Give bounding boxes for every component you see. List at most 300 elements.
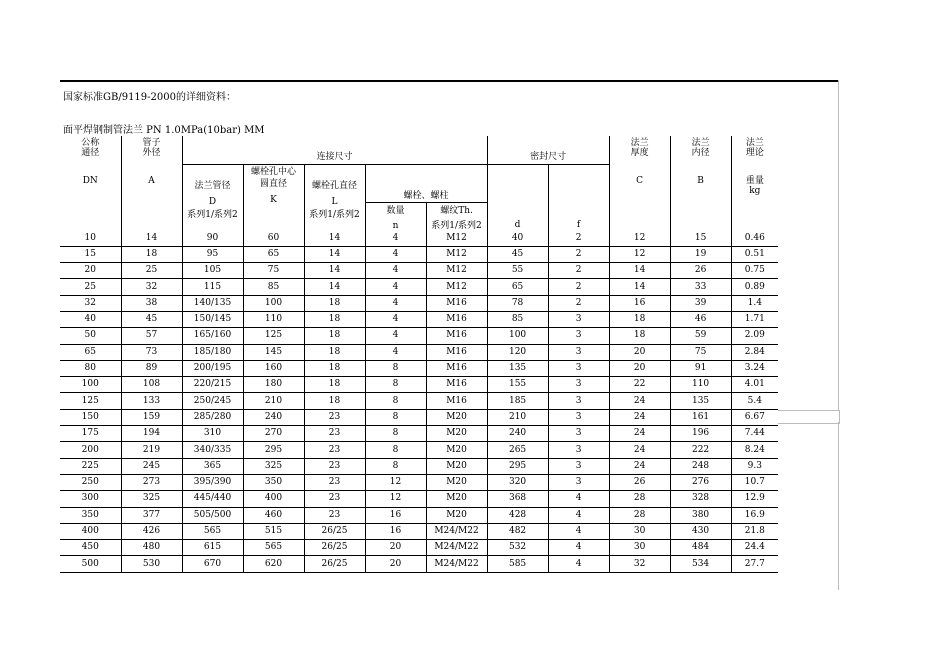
header-qty-l1: 数量 — [386, 205, 405, 216]
table-cell: 3 — [548, 311, 609, 327]
table-cell: 133 — [121, 393, 182, 409]
table-cell: 4.01 — [731, 377, 778, 393]
header-flange-d-l1: 法兰管径 — [194, 180, 231, 191]
table-cell: 38 — [121, 295, 182, 311]
header-flange-d — [182, 164, 243, 231]
table-cell: 2 — [548, 279, 609, 295]
table-cell: 22 — [609, 377, 670, 393]
table-cell: 300 — [60, 491, 121, 507]
table-cell: 4 — [365, 344, 426, 360]
table-cell: 14 — [121, 231, 182, 247]
table-cell: 28 — [609, 491, 670, 507]
table-cell: 14 — [609, 263, 670, 279]
table-cell: 21.8 — [731, 523, 778, 539]
table-cell: 565 — [243, 540, 304, 556]
table-cell: 85 — [487, 311, 548, 327]
table-cell: 150 — [60, 409, 121, 425]
table-cell: 325 — [121, 491, 182, 507]
header-thread-l2: 系列1/系列2 — [431, 220, 482, 231]
table-cell: 265 — [487, 442, 548, 458]
table-cell: 240 — [487, 426, 548, 442]
header-weight-l2: 理论 — [745, 148, 764, 158]
table-cell: 5.4 — [731, 393, 778, 409]
table-cell: 248 — [670, 458, 731, 474]
table-cell: 3 — [548, 360, 609, 376]
table-cell: 75 — [243, 263, 304, 279]
table-cell: 161 — [670, 409, 731, 425]
table-row — [60, 458, 778, 474]
table-cell: M20 — [426, 507, 487, 523]
table-cell: M16 — [426, 377, 487, 393]
table-cell: 196 — [670, 426, 731, 442]
table-cell: 615 — [182, 540, 243, 556]
table-cell: 350 — [60, 507, 121, 523]
table-cell: 225 — [60, 458, 121, 474]
table-row — [60, 540, 778, 556]
table-cell: 3 — [548, 393, 609, 409]
table-cell: 4 — [548, 523, 609, 539]
table-cell: 73 — [121, 344, 182, 360]
header-qty-l2: n — [392, 220, 399, 231]
table-row — [60, 523, 778, 539]
header-weight-l4: kg — [749, 186, 761, 196]
table-cell: 91 — [670, 360, 731, 376]
table-cell: 115 — [182, 279, 243, 295]
table-cell: M20 — [426, 491, 487, 507]
table-cell: 8.24 — [731, 442, 778, 458]
table-cell: 482 — [487, 523, 548, 539]
table-cell: M20 — [426, 458, 487, 474]
table-cell: M20 — [426, 474, 487, 490]
header-flange-d-l2: D — [208, 196, 217, 207]
table-cell: 426 — [121, 523, 182, 539]
table-row — [60, 360, 778, 376]
table-row — [60, 311, 778, 327]
table-cell: M12 — [426, 279, 487, 295]
table-cell: 3 — [548, 409, 609, 425]
table-cell: 18 — [304, 328, 365, 344]
table-cell: 100 — [487, 328, 548, 344]
table-cell: 23 — [304, 442, 365, 458]
table-cell: 33 — [670, 279, 731, 295]
table-cell: 23 — [304, 458, 365, 474]
table-cell: 185/180 — [182, 344, 243, 360]
table-cell: 19 — [670, 246, 731, 262]
table-cell: 1.71 — [731, 311, 778, 327]
header-inner-l1: 法兰 — [691, 138, 710, 148]
table-cell: 295 — [243, 442, 304, 458]
header-pipe-l3: A — [148, 176, 155, 186]
table-cell: 25 — [121, 263, 182, 279]
header-seal-d: d — [514, 219, 521, 230]
table-cell: 670 — [182, 556, 243, 572]
table-cell: 328 — [670, 491, 731, 507]
table-cell: 32 — [121, 279, 182, 295]
header-qty — [365, 202, 426, 231]
table-cell: M24/M22 — [426, 556, 487, 572]
table-cell: 125 — [60, 393, 121, 409]
table-cell: 395/390 — [182, 474, 243, 490]
table-cell: 3 — [548, 377, 609, 393]
table-cell: 4 — [365, 263, 426, 279]
table-cell: 445/440 — [182, 491, 243, 507]
table-cell: 18 — [609, 311, 670, 327]
table-cell: 320 — [487, 474, 548, 490]
table-cell: 4 — [365, 295, 426, 311]
table-cell: 24 — [609, 442, 670, 458]
subheading: 面平焊钢制管法兰 PN 1.0MPa(10bar) MM — [63, 125, 265, 136]
table-cell: 185 — [487, 393, 548, 409]
table-cell: 39 — [670, 295, 731, 311]
table-cell: 60 — [243, 231, 304, 247]
table-cell: 450 — [60, 540, 121, 556]
header-thick — [609, 136, 670, 231]
table-cell: M24/M22 — [426, 523, 487, 539]
table-row — [60, 442, 778, 458]
table-cell: 20 — [365, 540, 426, 556]
table-cell: 310 — [182, 426, 243, 442]
table-cell: 428 — [487, 507, 548, 523]
header-bolt-k-l1: 螺栓孔中心 — [250, 166, 296, 177]
table-cell: 40 — [487, 231, 548, 247]
table-cell: 194 — [121, 426, 182, 442]
table-cell: 12 — [609, 246, 670, 262]
table-cell: 0.89 — [731, 279, 778, 295]
table-cell: M24/M22 — [426, 540, 487, 556]
spreadsheet-sheet — [60, 80, 839, 590]
table-cell: 18 — [304, 311, 365, 327]
table-cell: 240 — [243, 409, 304, 425]
table-row — [60, 474, 778, 490]
table-cell: 89 — [121, 360, 182, 376]
table-cell: 0.51 — [731, 246, 778, 262]
table-cell: 145 — [243, 344, 304, 360]
table-cell: 400 — [243, 491, 304, 507]
table-cell: 55 — [487, 263, 548, 279]
table-cell: 219 — [121, 442, 182, 458]
table-body — [60, 231, 778, 573]
table-cell: 4 — [548, 556, 609, 572]
table-cell: 14 — [304, 231, 365, 247]
table-cell: 15 — [670, 231, 731, 247]
table-cell: 18 — [121, 246, 182, 262]
table-row — [60, 231, 778, 247]
table-cell: 4 — [548, 540, 609, 556]
table-cell: 4 — [365, 311, 426, 327]
table-cell: 45 — [487, 246, 548, 262]
table-cell: 8 — [365, 360, 426, 376]
table-cell: 23 — [304, 426, 365, 442]
table-cell: 30 — [609, 540, 670, 556]
header-pipe-l1: 管子 — [142, 138, 161, 148]
table-cell: 26/25 — [304, 556, 365, 572]
header-bolt-l-l1: 螺栓孔直径 — [311, 180, 357, 191]
header-bolt-l — [304, 164, 365, 231]
table-cell: 365 — [182, 458, 243, 474]
table-cell: 18 — [304, 377, 365, 393]
table-cell: 3.24 — [731, 360, 778, 376]
table-cell: 24 — [609, 426, 670, 442]
table-cell: 150/145 — [182, 311, 243, 327]
table-cell: 368 — [487, 491, 548, 507]
table-row — [60, 393, 778, 409]
table-row — [60, 409, 778, 425]
table-cell: 32 — [60, 295, 121, 311]
header-bolt-k — [243, 164, 304, 231]
table-cell: M20 — [426, 442, 487, 458]
table-row — [60, 295, 778, 311]
table-cell: 295 — [487, 458, 548, 474]
table-cell: 120 — [487, 344, 548, 360]
header-nominal — [60, 136, 121, 231]
table-row — [60, 507, 778, 523]
table-cell: 480 — [121, 540, 182, 556]
table-cell: 16.9 — [731, 507, 778, 523]
table-cell: 25 — [60, 279, 121, 295]
table-cell: 140/135 — [182, 295, 243, 311]
table-cell: 65 — [243, 246, 304, 262]
table-cell: 24.4 — [731, 540, 778, 556]
table-cell: 4 — [365, 328, 426, 344]
table-cell: 500 — [60, 556, 121, 572]
sheet-right-border-lower — [838, 422, 839, 590]
table-cell: 159 — [121, 409, 182, 425]
header-nominal-l3: DN — [82, 176, 98, 186]
table-cell: M16 — [426, 328, 487, 344]
table-cell: 32 — [609, 556, 670, 572]
table-cell: 8 — [365, 442, 426, 458]
table-cell: 4 — [548, 491, 609, 507]
table-cell: 65 — [60, 344, 121, 360]
table-cell: 250 — [60, 474, 121, 490]
table-cell: 23 — [304, 507, 365, 523]
table-cell: M20 — [426, 409, 487, 425]
table-cell: 250/245 — [182, 393, 243, 409]
table-cell: 12 — [365, 491, 426, 507]
header-bolt-k-l3: K — [270, 194, 277, 205]
table-cell: M16 — [426, 311, 487, 327]
table-cell: 2 — [548, 295, 609, 311]
table-cell: 24 — [609, 409, 670, 425]
table-cell: 85 — [243, 279, 304, 295]
table-cell: 14 — [609, 279, 670, 295]
table-cell: 200/195 — [182, 360, 243, 376]
table-cell: 4 — [365, 279, 426, 295]
table-cell: 4 — [365, 246, 426, 262]
header-bolt-k-l2: 圆直径 — [259, 178, 287, 189]
table-cell: 532 — [487, 540, 548, 556]
header-thick-l1: 法兰 — [630, 138, 649, 148]
table-cell: 270 — [243, 426, 304, 442]
table-cell: 245 — [121, 458, 182, 474]
table-cell: 1.4 — [731, 295, 778, 311]
table-cell: 46 — [670, 311, 731, 327]
table-cell: 80 — [60, 360, 121, 376]
header-connect: 连接尺寸 — [182, 136, 487, 164]
table-cell: 8 — [365, 377, 426, 393]
header-inner-l2: 内径 — [691, 148, 710, 158]
table-cell: 340/335 — [182, 442, 243, 458]
table-row — [60, 328, 778, 344]
header-seal-f: f — [576, 219, 581, 230]
table-cell: 16 — [365, 507, 426, 523]
table-cell: 210 — [487, 409, 548, 425]
header-seal: 密封尺寸 — [487, 136, 609, 164]
table-cell: 135 — [487, 360, 548, 376]
header-weight-l3: 重量 — [745, 176, 764, 186]
flange-table — [60, 136, 778, 573]
header-nominal-l1: 公称 — [81, 138, 100, 148]
header-seal-f-col — [548, 164, 609, 231]
table-cell: 210 — [243, 393, 304, 409]
table-cell: 18 — [304, 360, 365, 376]
table-cell: 100 — [243, 295, 304, 311]
table-cell: M16 — [426, 393, 487, 409]
table-cell: 200 — [60, 442, 121, 458]
table-cell: M12 — [426, 263, 487, 279]
table-cell: 0.46 — [731, 231, 778, 247]
table-cell: 26/25 — [304, 523, 365, 539]
table-row — [60, 491, 778, 507]
table-cell: 3 — [548, 474, 609, 490]
table-cell: M16 — [426, 295, 487, 311]
table-cell: 515 — [243, 523, 304, 539]
table-cell: 90 — [182, 231, 243, 247]
table-cell: M12 — [426, 246, 487, 262]
table-cell: 3 — [548, 328, 609, 344]
header-bolt-l-l3: 系列1/系列2 — [309, 209, 360, 220]
table-row — [60, 556, 778, 572]
table-cell: 12 — [365, 474, 426, 490]
table-cell: 350 — [243, 474, 304, 490]
table-cell: 23 — [304, 491, 365, 507]
table-cell: 2.84 — [731, 344, 778, 360]
table-cell: 14 — [304, 279, 365, 295]
table-cell: 2.09 — [731, 328, 778, 344]
table-cell: 78 — [487, 295, 548, 311]
table-cell: 325 — [243, 458, 304, 474]
header-flange-d-l3: 系列1/系列2 — [187, 209, 238, 220]
table-cell: 484 — [670, 540, 731, 556]
header-weight — [731, 136, 778, 231]
table-cell: 14 — [304, 263, 365, 279]
table-cell: 530 — [121, 556, 182, 572]
table-cell: 24 — [609, 393, 670, 409]
table-cell: 460 — [243, 507, 304, 523]
table-cell: 108 — [121, 377, 182, 393]
table-row — [60, 263, 778, 279]
top-border — [60, 80, 839, 82]
table-cell: 3 — [548, 426, 609, 442]
table-row — [60, 426, 778, 442]
table-cell: 45 — [121, 311, 182, 327]
table-cell: 16 — [609, 295, 670, 311]
table-cell: 95 — [182, 246, 243, 262]
table-cell: 155 — [487, 377, 548, 393]
table-cell: 285/280 — [182, 409, 243, 425]
table-cell: 18 — [304, 344, 365, 360]
table-cell: 220/215 — [182, 377, 243, 393]
table-cell: 26/25 — [304, 540, 365, 556]
table-cell: 7.44 — [731, 426, 778, 442]
table-cell: 8 — [365, 458, 426, 474]
table-row — [60, 344, 778, 360]
table-cell: 8 — [365, 426, 426, 442]
table-cell: M16 — [426, 344, 487, 360]
table-cell: 585 — [487, 556, 548, 572]
header-weight-l1: 法兰 — [745, 138, 764, 148]
table-cell: 65 — [487, 279, 548, 295]
table-cell: 276 — [670, 474, 731, 490]
table-cell: 27.7 — [731, 556, 778, 572]
header-nominal-l2: 通径 — [81, 148, 100, 158]
table-cell: 26 — [609, 474, 670, 490]
table-cell: 18 — [304, 295, 365, 311]
header-thread — [426, 202, 487, 231]
table-cell: M16 — [426, 360, 487, 376]
header-bolt-l-l2: L — [331, 196, 338, 207]
table-cell: 110 — [670, 377, 731, 393]
table-row — [60, 377, 778, 393]
table-cell: 6.67 — [731, 409, 778, 425]
table-cell: 26 — [670, 263, 731, 279]
table-cell: 165/160 — [182, 328, 243, 344]
sheet-right-border — [838, 80, 839, 410]
table-cell: 400 — [60, 523, 121, 539]
table-cell: 620 — [243, 556, 304, 572]
table-cell: 8 — [365, 393, 426, 409]
header-thick-l3: C — [636, 176, 644, 186]
header-inner-l3: B — [697, 176, 704, 186]
table-cell: 380 — [670, 507, 731, 523]
header-thick-l2: 厚度 — [630, 148, 649, 158]
table-cell: 23 — [304, 474, 365, 490]
table-cell: 565 — [182, 523, 243, 539]
header-bolt-group: 螺栓、螺柱 — [365, 164, 487, 202]
table-cell: 2 — [548, 246, 609, 262]
table-cell: 430 — [670, 523, 731, 539]
table-cell: 9.3 — [731, 458, 778, 474]
table-cell: 2 — [548, 231, 609, 247]
table-cell: 8 — [365, 409, 426, 425]
table-cell: 57 — [121, 328, 182, 344]
table-cell: 505/500 — [182, 507, 243, 523]
table-cell: 3 — [548, 344, 609, 360]
table-cell: 15 — [60, 246, 121, 262]
table-cell: M20 — [426, 426, 487, 442]
table-cell: 18 — [304, 393, 365, 409]
table-row — [60, 246, 778, 262]
table-cell: 273 — [121, 474, 182, 490]
table-cell: 180 — [243, 377, 304, 393]
table-cell: 135 — [670, 393, 731, 409]
table-cell: 4 — [365, 231, 426, 247]
table-cell: 59 — [670, 328, 731, 344]
table-cell: 222 — [670, 442, 731, 458]
table-cell: 105 — [182, 263, 243, 279]
header-pipe-l2: 外径 — [142, 148, 161, 158]
table-cell: 50 — [60, 328, 121, 344]
table-cell: 75 — [670, 344, 731, 360]
table-cell: 40 — [60, 311, 121, 327]
table-cell: 28 — [609, 507, 670, 523]
table-cell: 110 — [243, 311, 304, 327]
table-cell: 16 — [365, 523, 426, 539]
table-cell: 20 — [609, 344, 670, 360]
table-cell: 20 — [365, 556, 426, 572]
table-cell: 377 — [121, 507, 182, 523]
table-cell: 14 — [304, 246, 365, 262]
